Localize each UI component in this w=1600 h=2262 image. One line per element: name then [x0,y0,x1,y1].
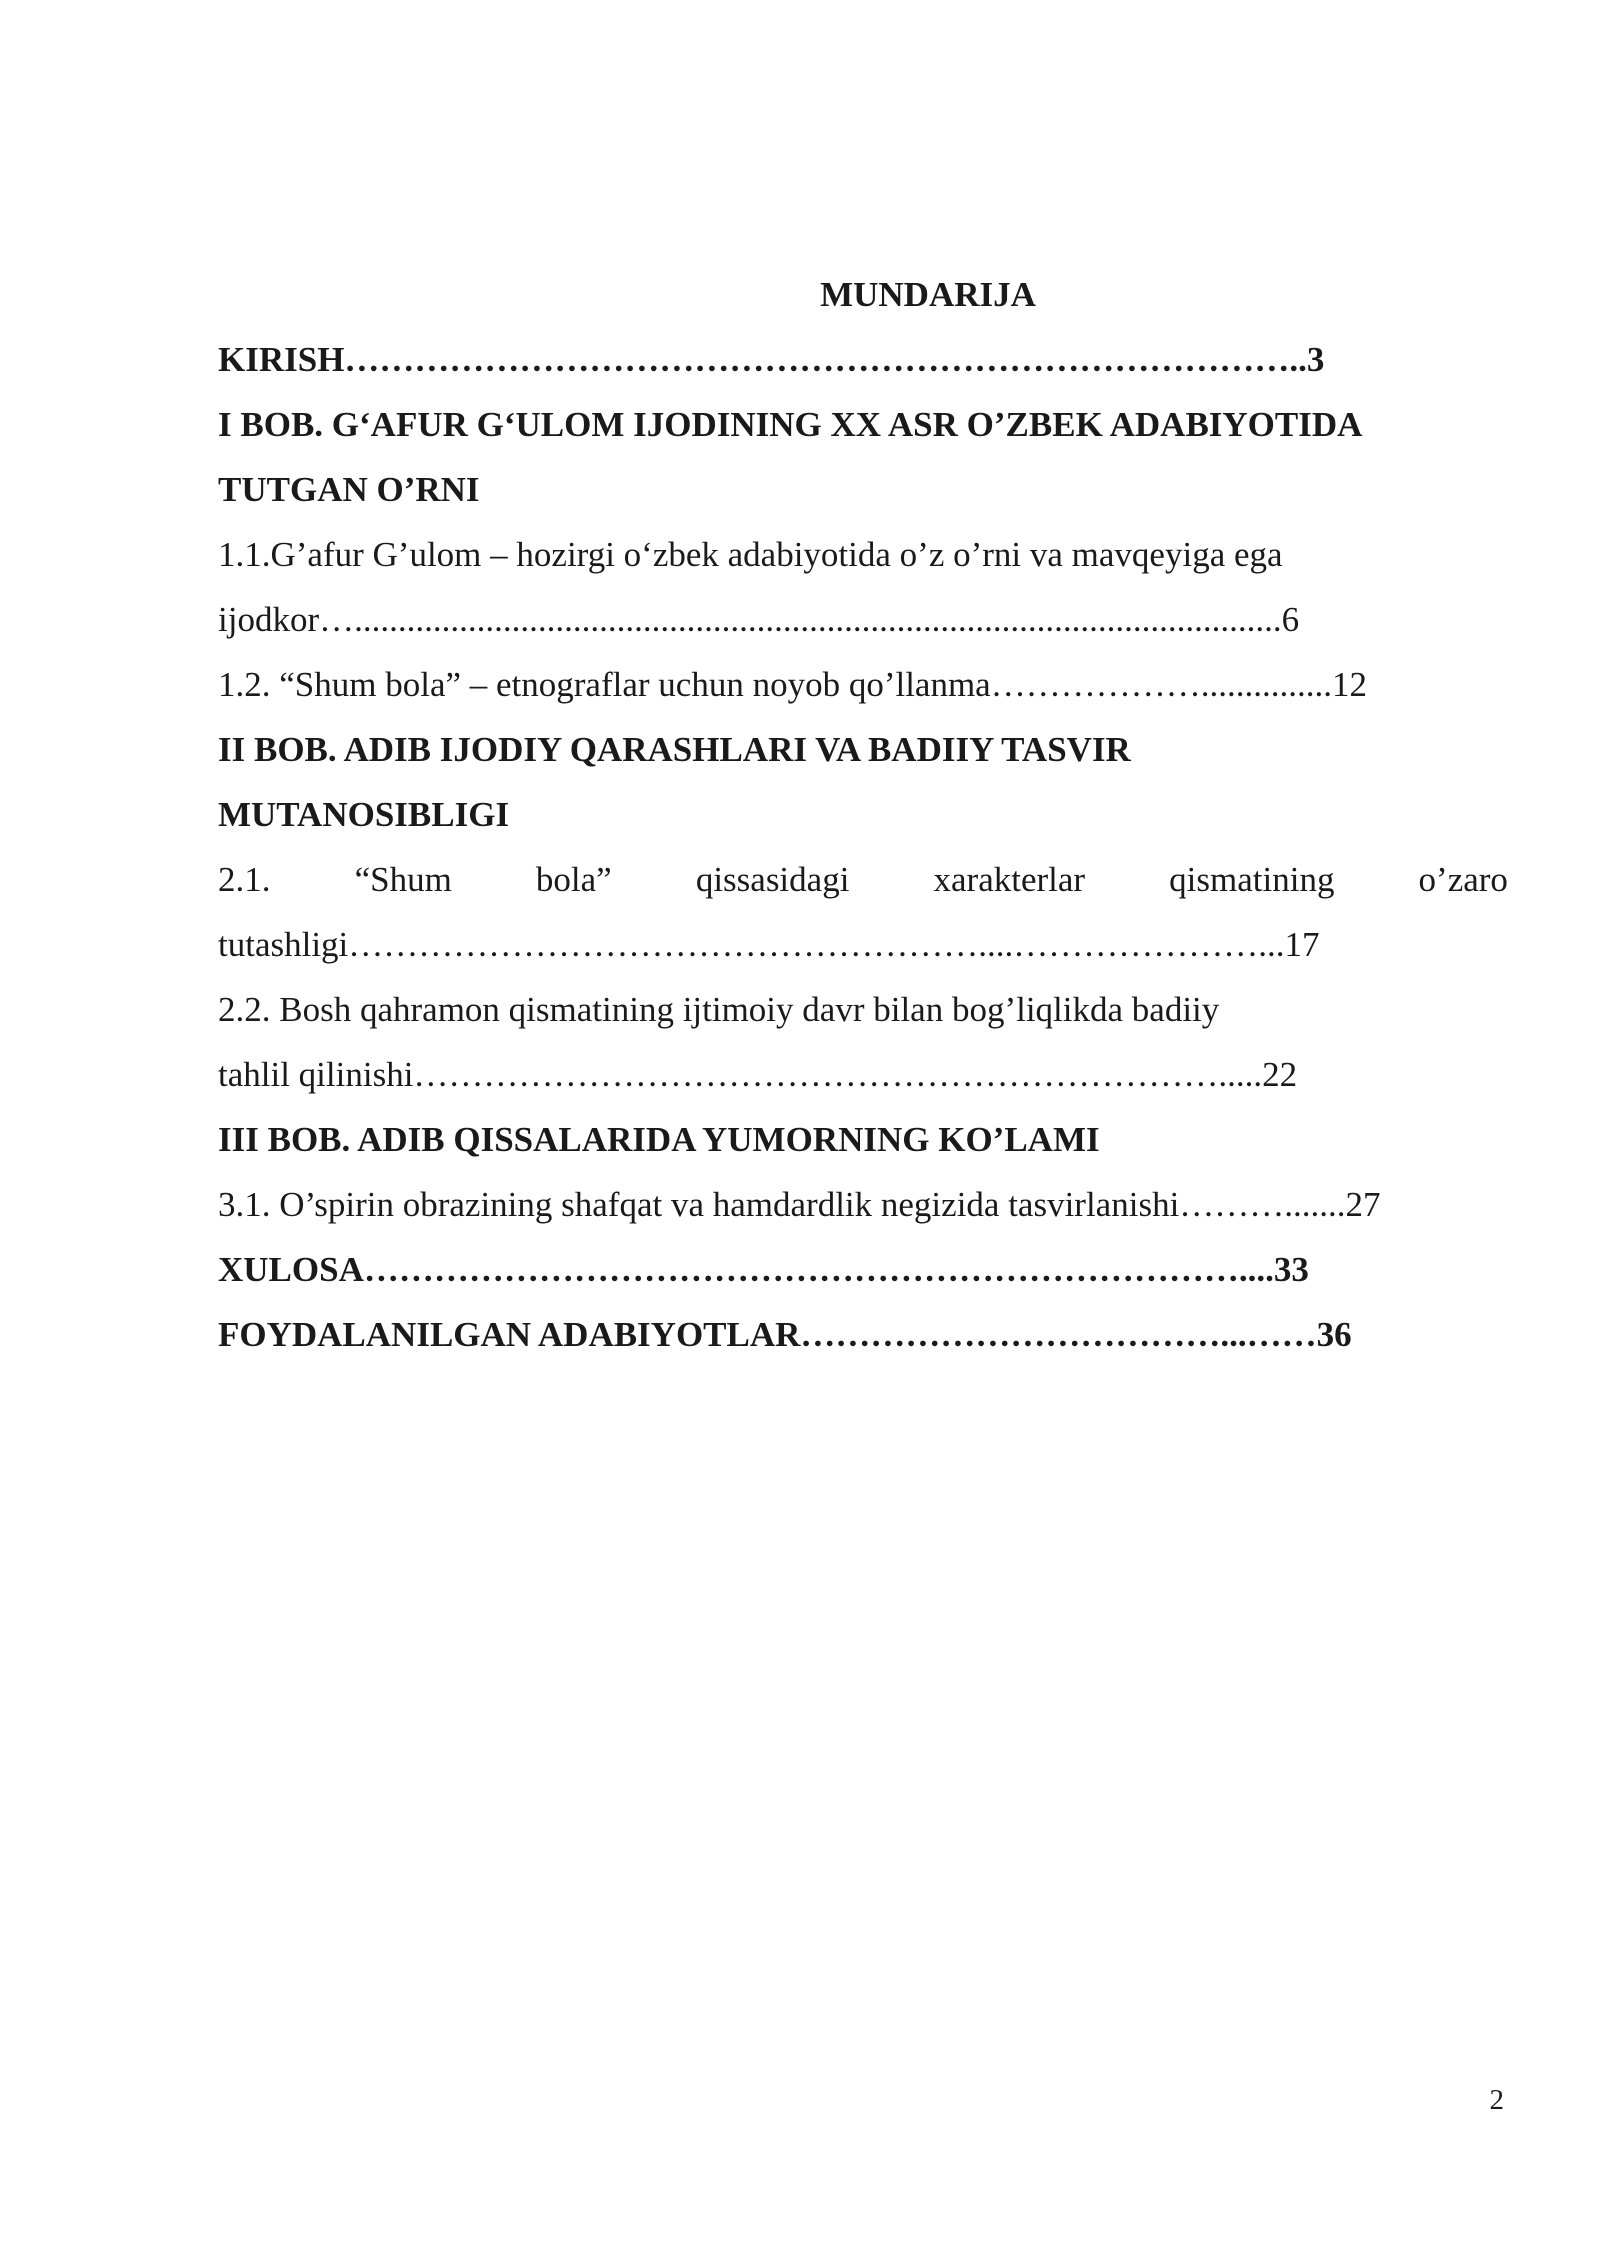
toc-section-3-1: 3.1. O’spirin obrazining shafqat va hamdardlik negizida tasvirlanishi……….......27 [218,1185,1381,1224]
toc-chapter-2-heading-line-1: II BOB. ADIB IJODIY QARASHLARI VA BADIIY TASVIR [218,730,1131,769]
toc-title: MUNDARIJA [820,275,1036,314]
toc-chapter-2-heading-line-2: MUTANOSIBLIGI [218,795,510,834]
toc-entry-references: FOYDALANILGAN ADABIYOTLAR………………………………...……36 [218,1315,1352,1354]
toc-word: qismatining [1169,860,1335,899]
toc-section-2-2-line-2: tahlil qilinishi…………………………………………………………….....22 [218,1055,1298,1094]
page-number: 2 [1489,2084,1504,2116]
toc-section-1-1-line-2: ijodkor…..........................................................................................................6 [218,600,1300,639]
toc-word: 2.1. [218,860,271,899]
toc-section-1-1-line-1: 1.1.G’afur G’ulom – hozirgi o‘zbek adabiyotida o’z o’rni va mavqeyiga ega [218,535,1283,574]
toc-chapter-3-heading: III BOB. ADIB QISSALARIDA YUMORNING KO’LAMI [218,1120,1100,1159]
toc-entry-kirish: KIRISH………………………………………………………………………..3 [218,340,1325,379]
toc-section-2-1-line-2: tutashligi………………………………………………....…………………...17 [218,925,1320,964]
toc-section-1-2: 1.2. “Shum bola” – etnograflar uchun noyob qo’llanma………………...............12 [218,665,1367,704]
toc-word: qissasidagi [695,860,850,899]
table-of-contents [218,262,1508,1367]
toc-section-2-1-line-1 [218,847,1508,912]
toc-word: “Shum [354,860,452,899]
toc-word: bola” [535,860,612,899]
toc-chapter-1-heading-line-1: I BOB. G‘AFUR G‘ULOM IJODINING XX ASR O’ZBEK ADABIYOTIDA [218,405,1363,444]
toc-word: o’zaro [1418,860,1508,899]
toc-section-2-2-line-1: 2.2. Bosh qahramon qismatining ijtimoiy davr bilan bog’liqlikda badiiy [218,990,1220,1029]
toc-entry-xulosa: XULOSA…………………………………………………………………....33 [218,1250,1309,1289]
toc-word: xarakterlar [933,860,1086,899]
toc-chapter-1-heading-line-2: TUTGAN O’RNI [218,470,480,509]
